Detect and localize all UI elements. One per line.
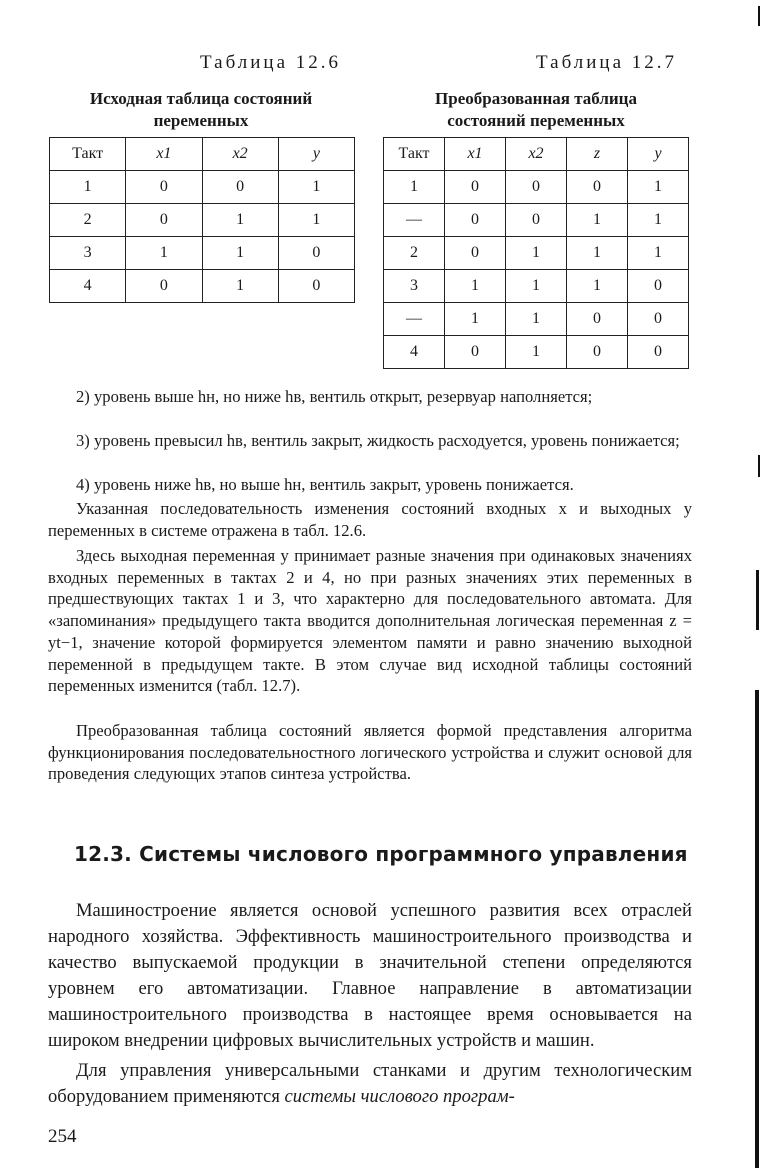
table-cell: 0: [126, 204, 202, 237]
table-row: [50, 237, 355, 270]
table-12-6-title: [48, 88, 354, 132]
table-cell: 0: [126, 270, 202, 303]
table-cell: 2: [50, 204, 126, 237]
table-cell: 0: [567, 171, 628, 204]
paragraph-item-4: 4) уровень ниже hв, но выше hн, вентиль закрыт, уровень понижается.: [76, 475, 574, 494]
state-table-12-7: [383, 137, 689, 369]
table-cell: 1: [445, 270, 506, 303]
header-cell: Такт: [50, 138, 126, 171]
header-cell: x2: [506, 138, 567, 171]
paragraph-sequence-note: Указанная последовательность изменения состояний входных x и выходных y переменных в системе отражена в табл. 12.6.: [48, 499, 692, 540]
table-cell: 0: [628, 270, 689, 303]
table-cell: 1: [50, 171, 126, 204]
table-cell: 2: [384, 237, 445, 270]
table-row: [384, 303, 689, 336]
table-cell: 0: [567, 336, 628, 369]
table-cell: 0: [506, 204, 567, 237]
table-12-6-caption: Таблица 12.6: [200, 52, 342, 73]
table-cell: 1: [567, 204, 628, 237]
paragraph-sequential-automaton: Здесь выходная переменная y принимает разные значения при одинаковых значениях входных переменных в тактах 2 и 4, но при разных значениях этих переменных в предшествующих тактах 1 и 3, что характерно для последовательного автомата. Для «запоминания» предыдущего такта вводится дополнительная логическая переменная z = yt−1, значение которой формируется элементом памяти и равно значению выходной переменной в предыдущем такте. В этом случае вид исходной таблицы состояний переменных изменится (табл. 12.7).: [48, 546, 692, 696]
table-cell: 4: [384, 336, 445, 369]
table-header-row: [384, 138, 689, 171]
table-cell: 4: [50, 270, 126, 303]
table-12-6-title-line2: переменных: [153, 111, 249, 130]
table-header-row: [50, 138, 355, 171]
table-cell: 1: [126, 237, 202, 270]
table-cell: 1: [628, 237, 689, 270]
paragraph-transformed-table: Преобразованная таблица состояний является формой представления алгоритма функционирования последовательностного логического устройства и служит основой для проведения следующих этапов синтеза устройства.: [48, 721, 692, 784]
page-number: 254: [48, 1126, 77, 1147]
table-cell: 1: [202, 204, 278, 237]
paragraph-item-2: 2) уровень выше hн, но ниже hв, вентиль открыт, резервуар наполняется;: [76, 387, 593, 406]
section-heading: 12.3. Системы числового программного управления: [74, 842, 688, 866]
table-cell: 1: [202, 270, 278, 303]
table-cell: 3: [384, 270, 445, 303]
table-cell: 0: [202, 171, 278, 204]
table-cell: 0: [278, 270, 354, 303]
table-cell: 0: [445, 237, 506, 270]
table-cell: 0: [445, 336, 506, 369]
table-cell: 1: [567, 237, 628, 270]
paragraph-nc-systems: [48, 1058, 692, 1110]
table-cell: 1: [384, 171, 445, 204]
table-cell: 0: [126, 171, 202, 204]
table-cell: 0: [628, 336, 689, 369]
table-cell: 1: [506, 270, 567, 303]
table-cell: 1: [506, 237, 567, 270]
table-cell: 1: [506, 336, 567, 369]
header-cell: x1: [445, 138, 506, 171]
table-row: [384, 270, 689, 303]
table-row: [384, 171, 689, 204]
table-12-7-title: [383, 88, 689, 132]
scan-edge-mark: [758, 455, 760, 477]
table-cell: 3: [50, 237, 126, 270]
table-cell: —: [384, 204, 445, 237]
table-12-7-title-line1: Преобразованная таблица: [435, 89, 637, 108]
scan-edge-line: [755, 690, 759, 1168]
table-cell: 0: [567, 303, 628, 336]
table-cell: 1: [628, 204, 689, 237]
header-cell: x2: [202, 138, 278, 171]
table-cell: 0: [506, 171, 567, 204]
table-cell: 1: [628, 171, 689, 204]
table-cell: 1: [506, 303, 567, 336]
table-12-6-title-line1: Исходная таблица состояний: [89, 89, 313, 108]
table-cell: —: [384, 303, 445, 336]
table-cell: 1: [202, 237, 278, 270]
paragraph-nc-text: Для управления универсальными станками и другим технологическим оборудованием применяются: [48, 1060, 692, 1107]
header-cell: x1: [126, 138, 202, 171]
state-table-12-6: [49, 137, 355, 303]
paragraph-item-3: 3) уровень превысил hв, вентиль закрыт, жидкость расходуется, уровень понижается;: [76, 431, 680, 450]
table-12-7-caption: Таблица 12.7: [536, 52, 678, 73]
table-row: [384, 237, 689, 270]
table-row: [50, 171, 355, 204]
table-row: [384, 336, 689, 369]
scan-edge-mark: [758, 6, 760, 26]
table-cell: 1: [445, 303, 506, 336]
table-cell: 0: [445, 204, 506, 237]
header-cell: y: [278, 138, 354, 171]
paragraph-machine-building: Машиностроение является основой успешного развития всех отраслей народного хозяйства. Эффективность машиностроительного производства и качество выпускаемой продукции в значительной степени определяются уровнем его автоматизации. Главное направление в автоматизации машиностроительного производства в настоящее время основывается на широком внедрении цифровых вычислительных устройств и машин.: [48, 900, 692, 1051]
table-cell: 1: [567, 270, 628, 303]
header-cell: z: [567, 138, 628, 171]
table-cell: 1: [278, 204, 354, 237]
table-row: [50, 270, 355, 303]
table-row: [384, 204, 689, 237]
table-cell: 0: [278, 237, 354, 270]
header-cell: Такт: [384, 138, 445, 171]
table-cell: 0: [445, 171, 506, 204]
table-cell: 0: [628, 303, 689, 336]
table-12-7-title-line2: состояний переменных: [447, 111, 625, 130]
scan-edge-mark: [756, 570, 759, 630]
paragraph-nc-italic: системы числового програм-: [284, 1086, 515, 1107]
header-cell: y: [628, 138, 689, 171]
table-row: [50, 204, 355, 237]
table-cell: 1: [278, 171, 354, 204]
